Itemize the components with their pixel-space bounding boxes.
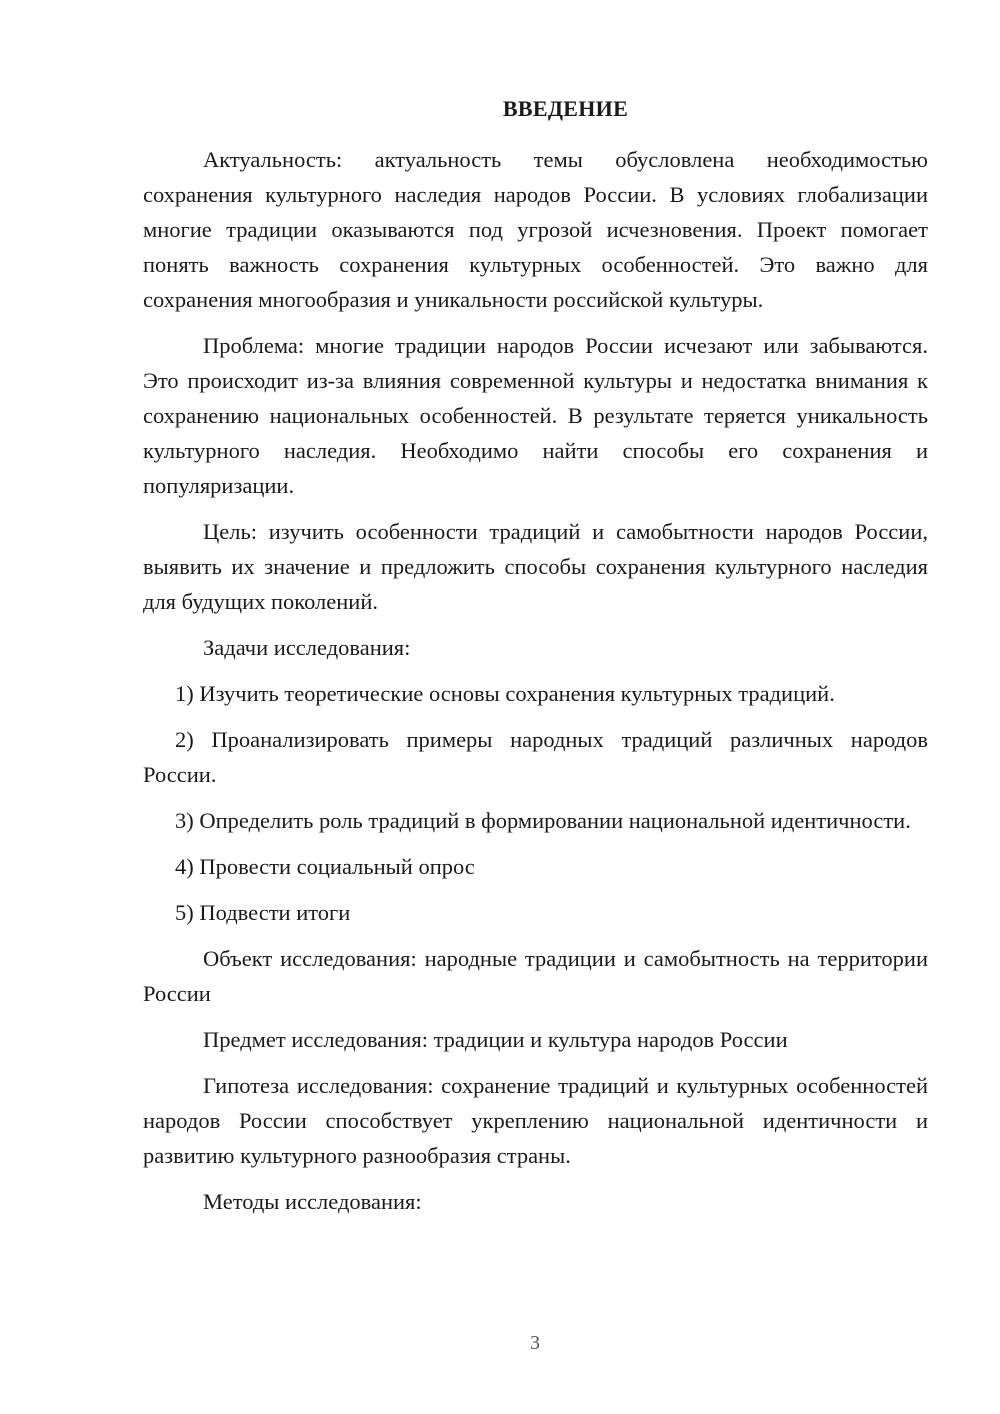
- page-title: ВВЕДЕНИЕ: [502, 96, 629, 121]
- problem-paragraph: Проблема: многие традиции народов России исчезают или забываются. Это происходит из-за влияния современной культуры и недостатка внимания к сохранению национальных особенностей. В результате теряется уникальность культурного наследия. Необходимо найти способы его сохранения и популяризации.: [143, 333, 928, 498]
- goal-paragraph: Цель: изучить особенности традиций и самобытности народов России, выявить их значение и предложить способы сохранения культурного наследия для будущих поколений.: [143, 519, 928, 614]
- page-number: 3: [530, 1332, 540, 1354]
- document-page: [143, 94, 928, 1230]
- object-paragraph: Объект исследования: народные традиции и самобытность на территории России: [143, 946, 928, 1006]
- task-item-5: 5) Подвести итоги: [175, 900, 351, 925]
- relevance-paragraph: Актуальность: актуальность темы обусловлена необходимостью сохранения культурного наследия народов России. В условиях глобализации многие традиции оказываются под угрозой исчезновения. Проект помогает понять важность сохранения культурных особенностей. Это важно для сохранения многообразия и уникальности российской культуры.: [143, 147, 928, 312]
- task-item-2: 2) Проанализировать примеры народных традиций различных народов России.: [143, 727, 928, 787]
- task-item-1: 1) Изучить теоретические основы сохранения культурных традиций.: [175, 681, 835, 706]
- task-item-3: 3) Определить роль традиций в формировании национальной идентичности.: [175, 808, 911, 833]
- task-item-4: 4) Провести социальный опрос: [175, 854, 475, 879]
- methods-heading: Методы исследования:: [203, 1189, 422, 1214]
- tasks-heading: Задачи исследования:: [203, 635, 411, 660]
- hypothesis-paragraph: Гипотеза исследования: сохранение традиций и культурных особенностей народов России способствует укреплению национальной идентичности и развитию культурного разнообразия страны.: [143, 1073, 928, 1168]
- subject-paragraph: Предмет исследования: традиции и культура народов России: [203, 1027, 788, 1052]
